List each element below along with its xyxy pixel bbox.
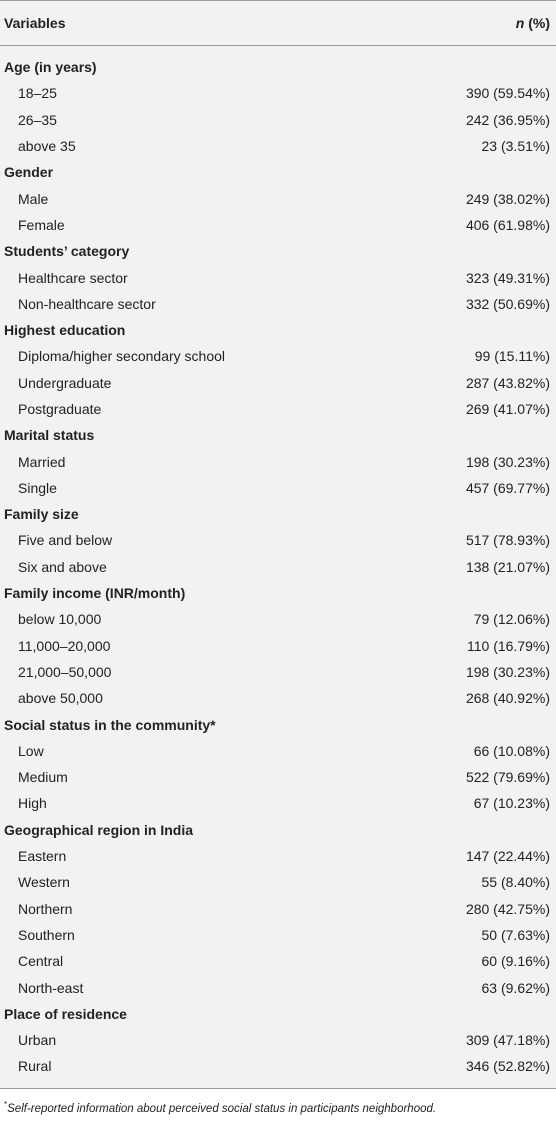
row-value: 268 (40.92%) xyxy=(465,690,550,707)
section-label: Age (in years) xyxy=(4,59,97,76)
row-label: Male xyxy=(18,190,49,207)
table-row xyxy=(0,291,556,317)
row-label: below 10,000 xyxy=(18,611,102,628)
table-row xyxy=(0,133,556,159)
row-label: Female xyxy=(18,216,65,233)
table-row xyxy=(0,659,556,685)
table-bottom-rule xyxy=(0,1088,556,1089)
row-label: Western xyxy=(18,874,70,891)
table-row xyxy=(0,527,556,553)
row-value: 406 (61.98%) xyxy=(465,216,550,233)
section-row xyxy=(0,1001,556,1027)
table-header xyxy=(0,1,556,46)
row-label: Single xyxy=(18,479,57,496)
row-label: Diploma/higher secondary school xyxy=(18,348,225,365)
row-value: 287 (43.82%) xyxy=(465,374,550,391)
table-row xyxy=(0,396,556,422)
section-label: Students’ category xyxy=(4,243,130,260)
row-label: above 50,000 xyxy=(18,690,103,707)
section-row xyxy=(0,317,556,343)
section-label: Geographical region in India xyxy=(4,821,194,838)
row-value: 60 (9.16%) xyxy=(481,953,550,970)
row-value: 390 (59.54%) xyxy=(465,85,550,102)
section-label: Marital status xyxy=(4,427,95,444)
row-label: Southern xyxy=(18,926,75,943)
table-row xyxy=(0,922,556,948)
table-row xyxy=(0,448,556,474)
table-row xyxy=(0,633,556,659)
header-pct: (%) xyxy=(524,15,550,31)
table-row xyxy=(0,554,556,580)
section-row xyxy=(0,817,556,843)
row-value: 457 (69.77%) xyxy=(465,479,550,496)
footnote-text: Self-reported information about perceived social status in participants neighborhood. xyxy=(7,1102,437,1115)
row-value: 332 (50.69%) xyxy=(465,295,550,312)
section-row xyxy=(0,711,556,737)
row-label: North-east xyxy=(18,979,84,996)
table-row xyxy=(0,264,556,290)
row-label: 18–25 xyxy=(18,85,57,102)
table-row xyxy=(0,1027,556,1053)
row-label: Central xyxy=(18,953,64,970)
row-value: 280 (42.75%) xyxy=(465,900,550,917)
row-label: Postgraduate xyxy=(18,401,102,417)
row-label: 11,000–20,000 xyxy=(18,637,111,654)
row-value: 249 (38.02%) xyxy=(465,190,550,207)
row-value: 79 (12.06%) xyxy=(473,611,550,628)
row-value: 346 (52.82%) xyxy=(465,1058,550,1075)
section-label: Social status in the community* xyxy=(4,716,216,733)
section-row xyxy=(0,238,556,264)
table-row xyxy=(0,869,556,895)
row-value: 138 (21.07%) xyxy=(465,558,550,575)
row-value: 67 (10.23%) xyxy=(473,795,550,812)
row-label: High xyxy=(18,795,47,812)
row-value: 66 (10.08%) xyxy=(473,742,550,759)
row-value: 55 (8.40%) xyxy=(481,874,550,891)
row-value: 242 (36.95%) xyxy=(465,111,550,128)
row-value: 110 (16.79%) xyxy=(466,637,550,654)
row-label: Married xyxy=(18,453,66,470)
row-label: Eastern xyxy=(18,848,67,865)
table-row xyxy=(0,738,556,764)
header-variables: Variables xyxy=(4,15,66,31)
row-value: 23 (3.51%) xyxy=(481,138,550,155)
row-value: 50 (7.63%) xyxy=(481,926,550,943)
section-row xyxy=(0,54,556,80)
table-row xyxy=(0,948,556,974)
table-row xyxy=(0,185,556,211)
section-row xyxy=(0,422,556,448)
header-n-percent xyxy=(516,15,552,31)
section-row xyxy=(0,501,556,527)
row-label: 21,000–50,000 xyxy=(18,663,112,680)
footnote-marker: * xyxy=(4,1100,8,1109)
section-row xyxy=(0,159,556,185)
section-label: Gender xyxy=(4,164,54,181)
table-row xyxy=(0,1053,556,1079)
row-label: Low xyxy=(18,742,44,759)
table-row xyxy=(0,212,556,238)
row-value: 323 (49.31%) xyxy=(465,269,550,286)
row-label: Healthcare sector xyxy=(18,269,128,286)
row-value: 517 (78.93%) xyxy=(465,532,550,549)
table-row xyxy=(0,475,556,501)
table-footnote xyxy=(4,1100,436,1115)
section-label: Place of residence xyxy=(4,1005,127,1022)
row-label: Northern xyxy=(18,900,73,917)
row-value: 309 (47.18%) xyxy=(465,1032,550,1049)
section-row xyxy=(0,580,556,606)
section-label: Family income (INR/month) xyxy=(4,585,186,602)
row-label: Urban xyxy=(18,1032,57,1049)
table-row xyxy=(0,843,556,869)
row-value: 198 (30.23%) xyxy=(465,453,550,470)
row-value: 198 (30.23%) xyxy=(465,663,550,680)
table-row xyxy=(0,107,556,133)
row-value: 147 (22.44%) xyxy=(465,848,550,865)
table-row xyxy=(0,790,556,816)
section-label: Family size xyxy=(4,506,79,523)
table-row xyxy=(0,80,556,106)
row-value: 522 (79.69%) xyxy=(465,769,550,786)
row-label: Undergraduate xyxy=(18,374,112,391)
row-value: 269 (41.07%) xyxy=(465,401,550,417)
section-label: Highest education xyxy=(4,322,126,339)
row-value: 63 (9.62%) xyxy=(481,979,550,996)
row-label: Six and above xyxy=(18,558,107,575)
row-label: Rural xyxy=(18,1058,52,1075)
row-label: above 35 xyxy=(18,138,76,155)
row-label: Five and below xyxy=(18,532,113,549)
table-body xyxy=(0,46,556,1088)
row-label: 26–35 xyxy=(18,111,57,128)
table-row xyxy=(0,974,556,1000)
table-row xyxy=(0,370,556,396)
header-n: n xyxy=(515,15,525,31)
row-label: Non-healthcare sector xyxy=(18,295,156,312)
table-row xyxy=(0,764,556,790)
row-value: 99 (15.11%) xyxy=(474,348,550,365)
table-row xyxy=(0,685,556,711)
table-row xyxy=(0,896,556,922)
table-row xyxy=(0,606,556,632)
row-label: Medium xyxy=(18,769,68,786)
table-row xyxy=(0,343,556,369)
